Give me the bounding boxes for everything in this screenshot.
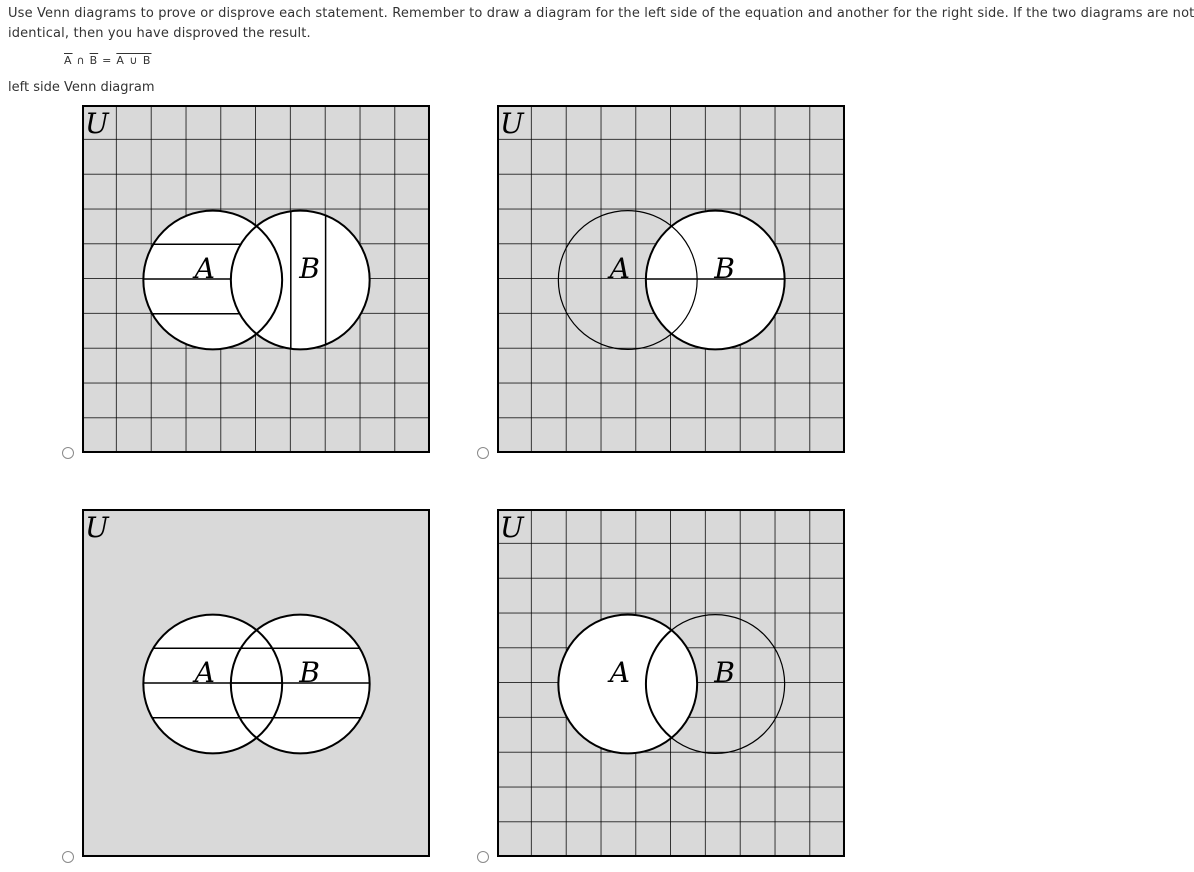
- equation: [64, 52, 151, 70]
- venn-option-3[interactable]: [82, 509, 430, 857]
- instructions-line-1: Use Venn diagrams to prove or disprove each statement. Remember to draw a diagram for the left side of the equation and another for the right side. If the two diagrams are not: [8, 6, 1194, 21]
- venn-option-2[interactable]: [497, 105, 845, 453]
- set-b-label: B: [299, 655, 320, 689]
- instructions-text: [8, 4, 1194, 44]
- option-2-radio[interactable]: [477, 447, 489, 459]
- universe-label: U: [85, 107, 109, 141]
- set-a-label: A: [609, 251, 630, 285]
- equation-rhs: A ∪ B: [116, 54, 152, 67]
- instructions-line-2: identical, then you have disproved the result.: [8, 26, 311, 41]
- set-b-label: B: [714, 655, 735, 689]
- equation-b-complement: $\overline{B}$: [89, 54, 99, 67]
- option-3-radio[interactable]: [62, 851, 74, 863]
- equation-intersect: ∩: [76, 54, 86, 67]
- venn-option-4[interactable]: [497, 509, 845, 857]
- option-1-radio[interactable]: [62, 447, 74, 459]
- set-a-label: A: [194, 655, 215, 689]
- set-a-label: A: [609, 655, 630, 689]
- set-b-label: B: [714, 251, 735, 285]
- option-4-radio[interactable]: [477, 851, 489, 863]
- set-a-label: A: [194, 251, 215, 285]
- universe-label: U: [500, 107, 524, 141]
- equation-equals: =: [102, 54, 113, 67]
- equation-a-complement: $\overline{A}$: [64, 54, 73, 67]
- venn-option-1[interactable]: [82, 105, 430, 453]
- universe-label: U: [85, 511, 109, 545]
- set-b-label: B: [299, 251, 320, 285]
- side-label: left side Venn diagram: [8, 80, 155, 95]
- universe-label: U: [500, 511, 524, 545]
